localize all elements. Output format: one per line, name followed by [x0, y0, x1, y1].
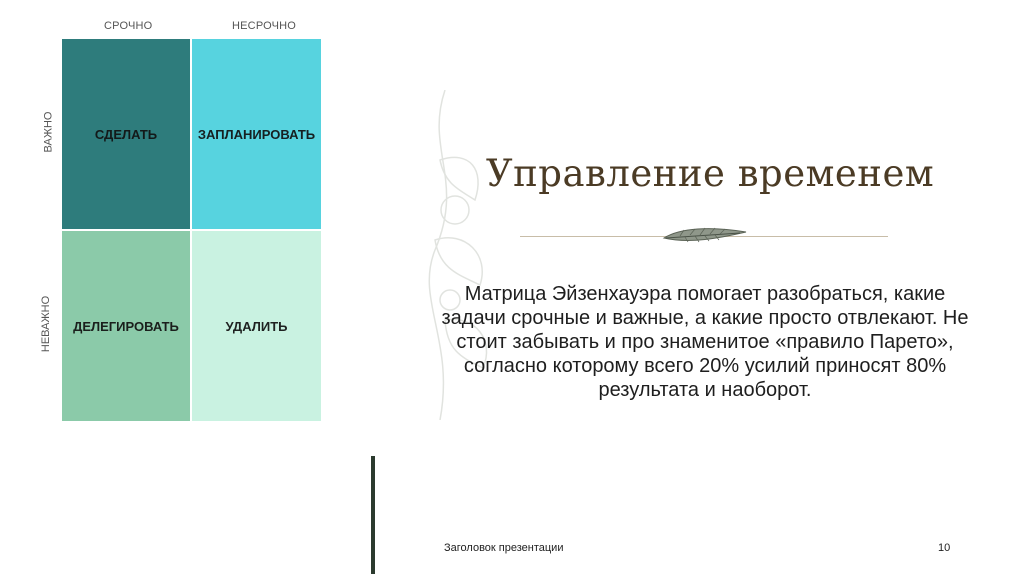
quadrant-delete-label: УДАЛИТЬ [225, 318, 288, 334]
quadrant-delete [192, 231, 321, 421]
slide-title: Управление временем [485, 152, 935, 195]
column-label-urgent: СРОЧНО [104, 20, 153, 32]
quadrant-delegate [62, 231, 190, 421]
footer-title: Заголовок презентации [444, 542, 564, 554]
quadrant-do-label: СДЕЛАТЬ [94, 126, 158, 142]
column-label-not-urgent: НЕСРОЧНО [232, 20, 297, 32]
quadrant-schedule [192, 39, 321, 229]
page-number: 10 [938, 542, 951, 554]
row-label-important: ВАЖНО [42, 111, 55, 153]
slide-body-text: Матрица Эйзенхауэра помогает разобраться, какие задачи срочные и важные, а какие просто отвлекают. Не стоит забывать и про знаменитое «правило Парето», согласно которому всего 20% усилий приносят 80% результата и наоборот. [441, 283, 969, 401]
eisenhower-matrix [40, 14, 340, 424]
feather-icon [660, 222, 750, 250]
quadrant-schedule-label: ЗАПЛАНИРОВАТЬ [197, 126, 316, 142]
row-label-not-important: НЕВАЖНО [40, 295, 53, 353]
quadrant-delegate-label: ДЕЛЕГИРОВАТЬ [73, 318, 179, 334]
accent-vertical-rule [371, 456, 375, 574]
quadrant-do [62, 39, 190, 229]
